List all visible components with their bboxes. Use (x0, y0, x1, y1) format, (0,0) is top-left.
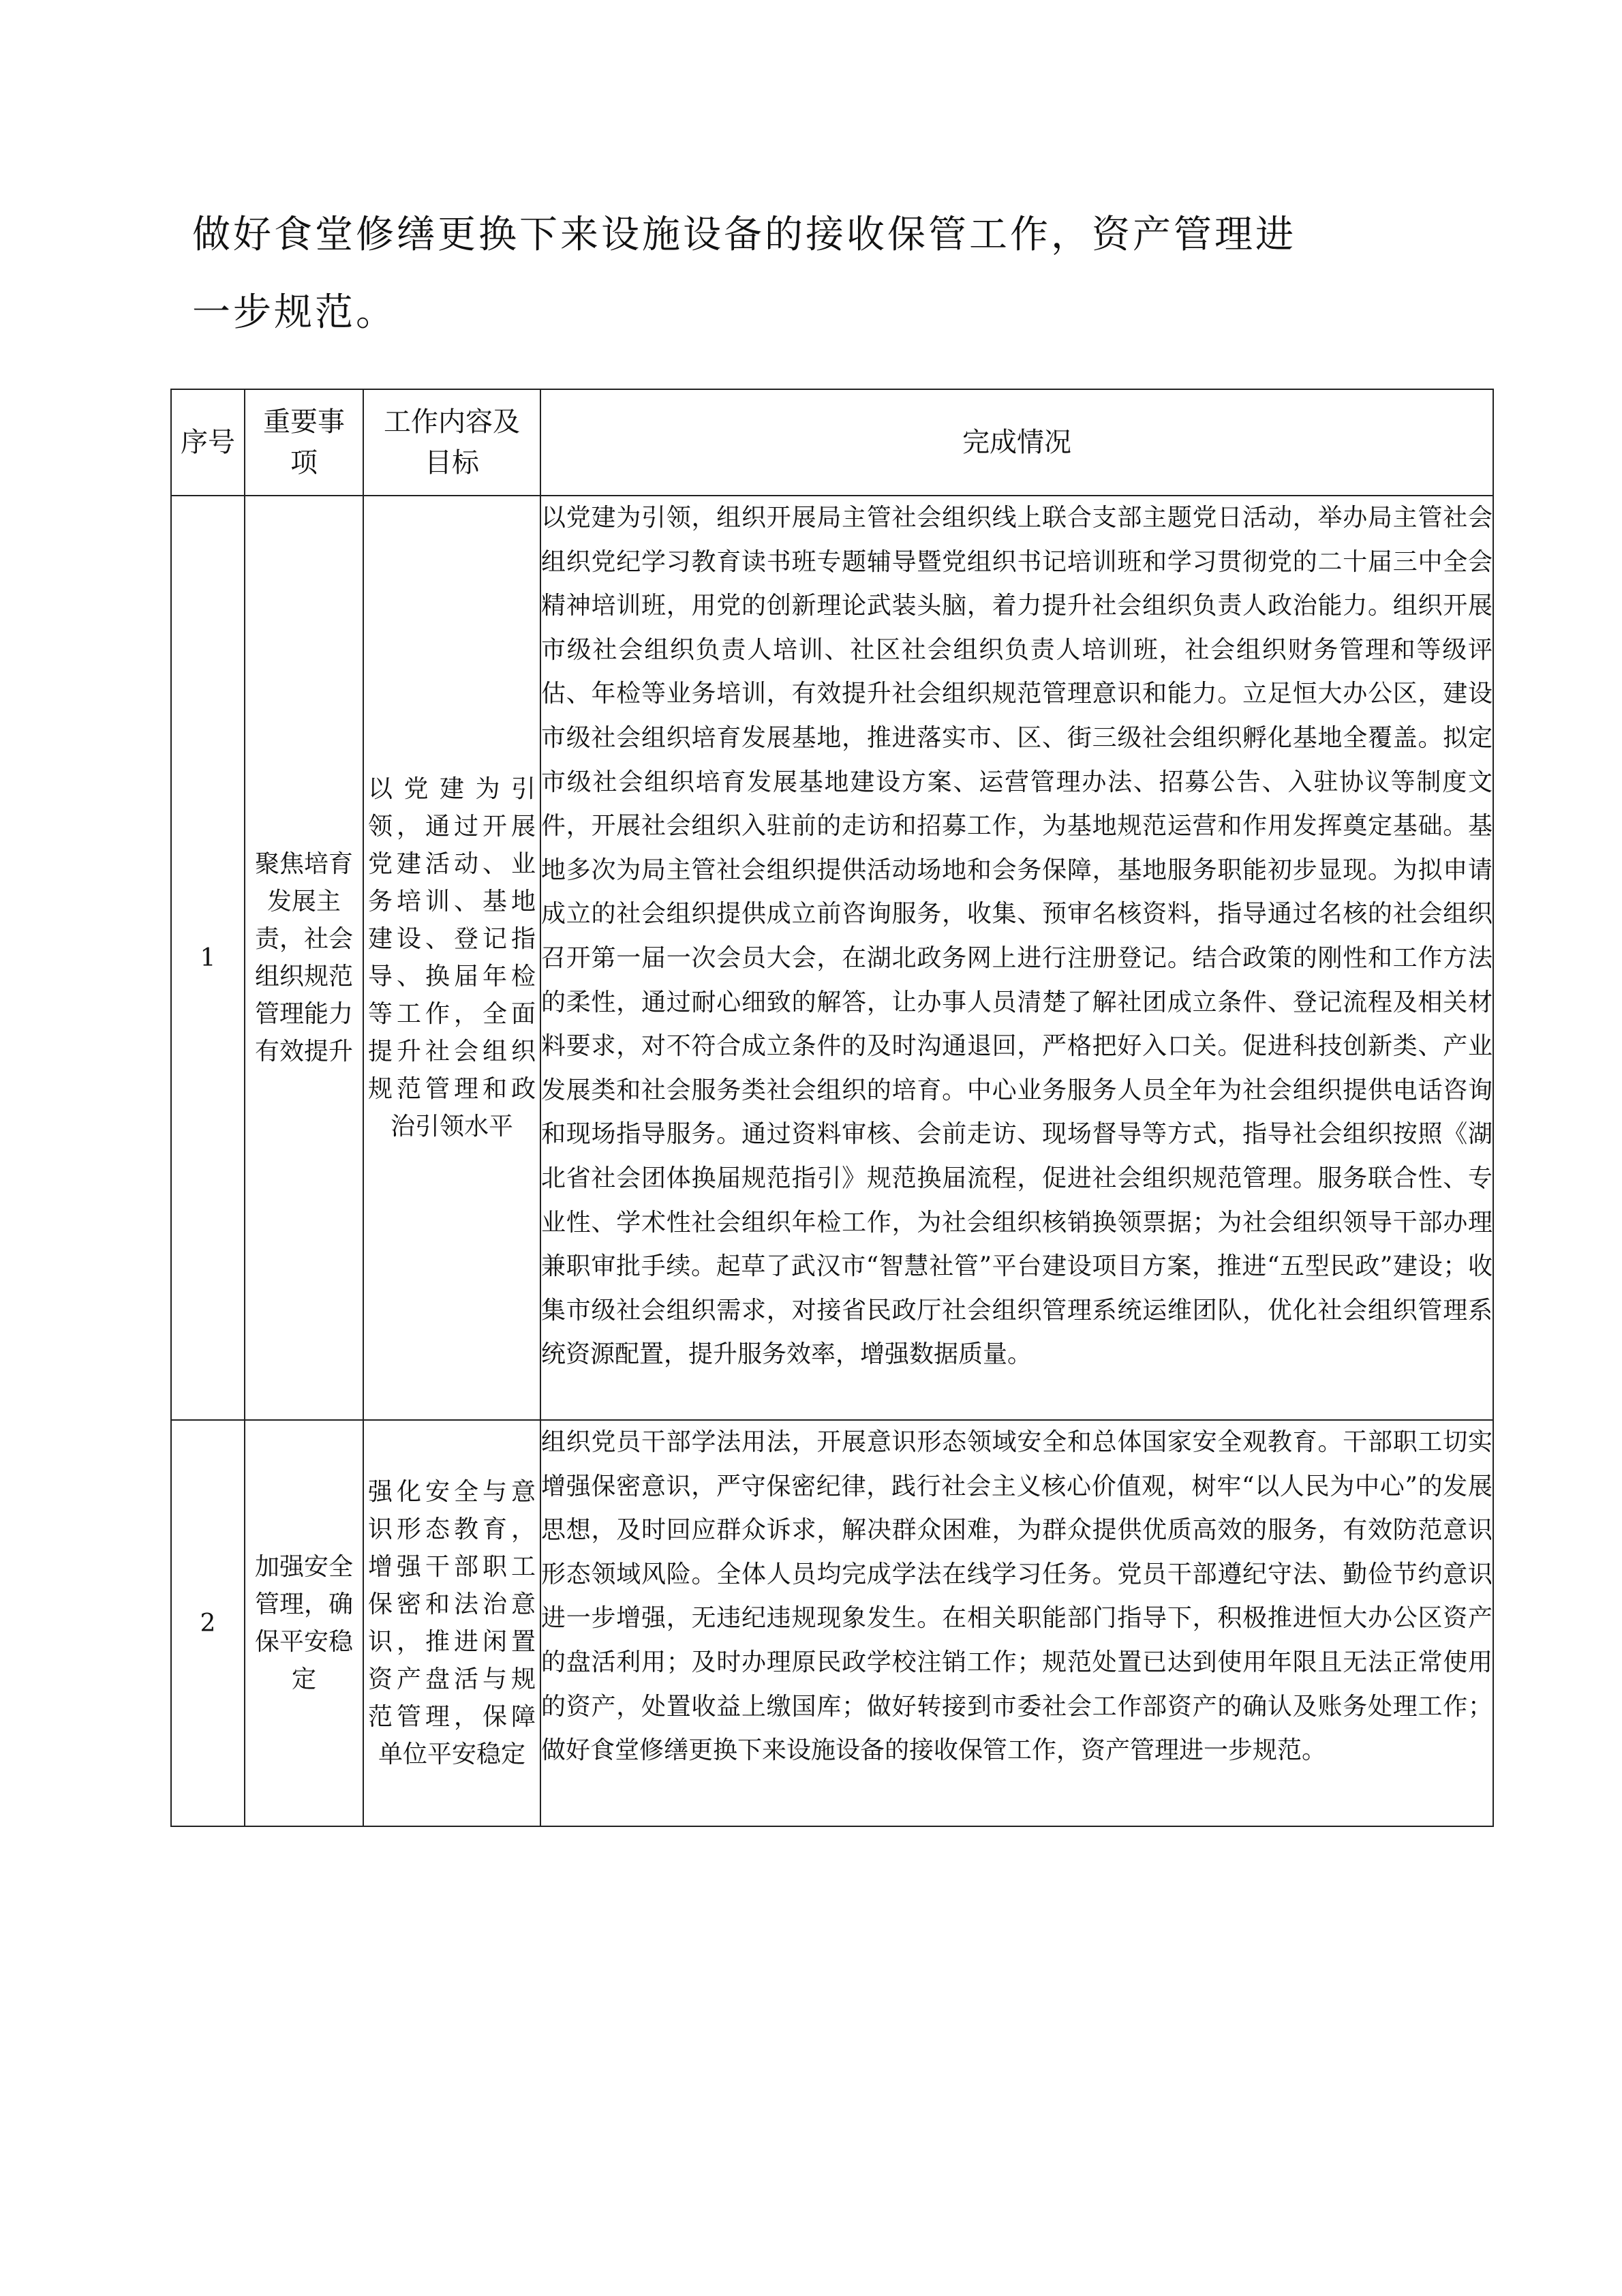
work-summary-table (170, 389, 1494, 1827)
intro-line-1: 做好食堂修缮更换下来设施设备的接收保管工作，资产管理进 (192, 213, 1296, 257)
row-key-item: 加强安全管理，确保平安稳定 (245, 1420, 363, 1826)
intro-line-2: 一步规范。 (192, 290, 397, 335)
header-key-item: 重要事项 (245, 389, 363, 496)
row-work-goal: 强化安全与意识形态教育，增强干部职工保密和法治意识，推进闲置资产盘活与规范管理，保障单位平安稳定 (363, 1420, 540, 1826)
row-completion-status: 组织党员干部学法用法，开展意识形态领域安全和总体国家安全观教育。干部职工切实增强保密意识，严守保密纪律，践行社会主义核心价值观，树牢“以人民为中心”的发展思想，及时回应群众诉求，解决群众困难，为群众提供优质高效的服务，有效防范意识形态领域风险。全体人员均完成学法在线学习任务。党员干部遵纪守法、勤俭节约意识进一步增强，无违纪违规现象发生。在相关职能部门指导下，积极推进恒大办公区资产的盘活利用；及时办理原民政学校注销工作；规范处置已达到使用年限且无法正常使用的资产，处置收益上缴国库；做好转接到市委社会工作部资产的确认及账务处理工作；做好食堂修缮更换下来设施设备的接收保管工作，资产管理进一步规范。 (540, 1420, 1493, 1826)
row-key-item: 聚焦培育发展主责，社会组织规范管理能力有效提升 (245, 496, 363, 1420)
row-serial-number: 1 (171, 496, 245, 1420)
table-row (171, 1420, 1493, 1826)
row-serial-number: 2 (171, 1420, 245, 1826)
row-work-goal: 以党建为引领，通过开展党建活动、业务培训、基地建设、登记指导、换届年检等工作，全面提升社会组织规范管理和政治引领水平 (363, 496, 540, 1420)
table-row (171, 496, 1493, 1420)
header-work-goal: 工作内容及目标 (363, 389, 540, 496)
header-completion-status: 完成情况 (540, 389, 1493, 496)
row-completion-status: 以党建为引领，组织开展局主管社会组织线上联合支部主题党日活动，举办局主管社会组织党纪学习教育读书班专题辅导暨党组织书记培训班和学习贯彻党的二十届三中全会精神培训班，用党的创新理论武装头脑，着力提升社会组织负责人政治能力。组织开展市级社会组织负责人培训、社区社会组织负责人培训班，社会组织财务管理和等级评估、年检等业务培训，有效提升社会组织规范管理意识和能力。立足恒大办公区，建设市级社会组织培育发展基地，推进落实市、区、街三级社会组织孵化基地全覆盖。拟定市级社会组织培育发展基地建设方案、运营管理办法、招募公告、入驻协议等制度文件，开展社会组织入驻前的走访和招募工作，为基地规范运营和作用发挥奠定基础。基地多次为局主管社会组织提供活动场地和会务保障，基地服务职能初步显现。为拟申请成立的社会组织提供成立前咨询服务，收集、预审名核资料，指导通过名核的社会组织召开第一届一次会员大会，在湖北政务网上进行注册登记。结合政策的刚性和工作方法的柔性，通过耐心细致的解答，让办事人员清楚了解社团成立条件、登记流程及相关材料要求，对不符合成立条件的及时沟通退回，严格把好入口关。促进科技创新类、产业发展类和社会服务类社会组织的培育。中心业务服务人员全年为社会组织提供电话咨询和现场指导服务。通过资料审核、会前走访、现场督导等方式，指导社会组织按照《湖北省社会团体换届规范指引》规范换届流程，促进社会组织规范管理。服务联合性、专业性、学术性社会组织年检工作，为社会组织核销换领票据；为社会组织领导干部办理兼职审批手续。起草了武汉市“智慧社管”平台建设项目方案，推进“五型民政”建设；收集市级社会组织需求，对接省民政厅社会组织管理系统运维团队，优化社会组织管理系统资源配置，提升服务效率，增强数据质量。 (540, 496, 1493, 1420)
intro-paragraph (192, 196, 1392, 352)
table-header-row (171, 389, 1493, 496)
header-serial-number: 序号 (171, 389, 245, 496)
